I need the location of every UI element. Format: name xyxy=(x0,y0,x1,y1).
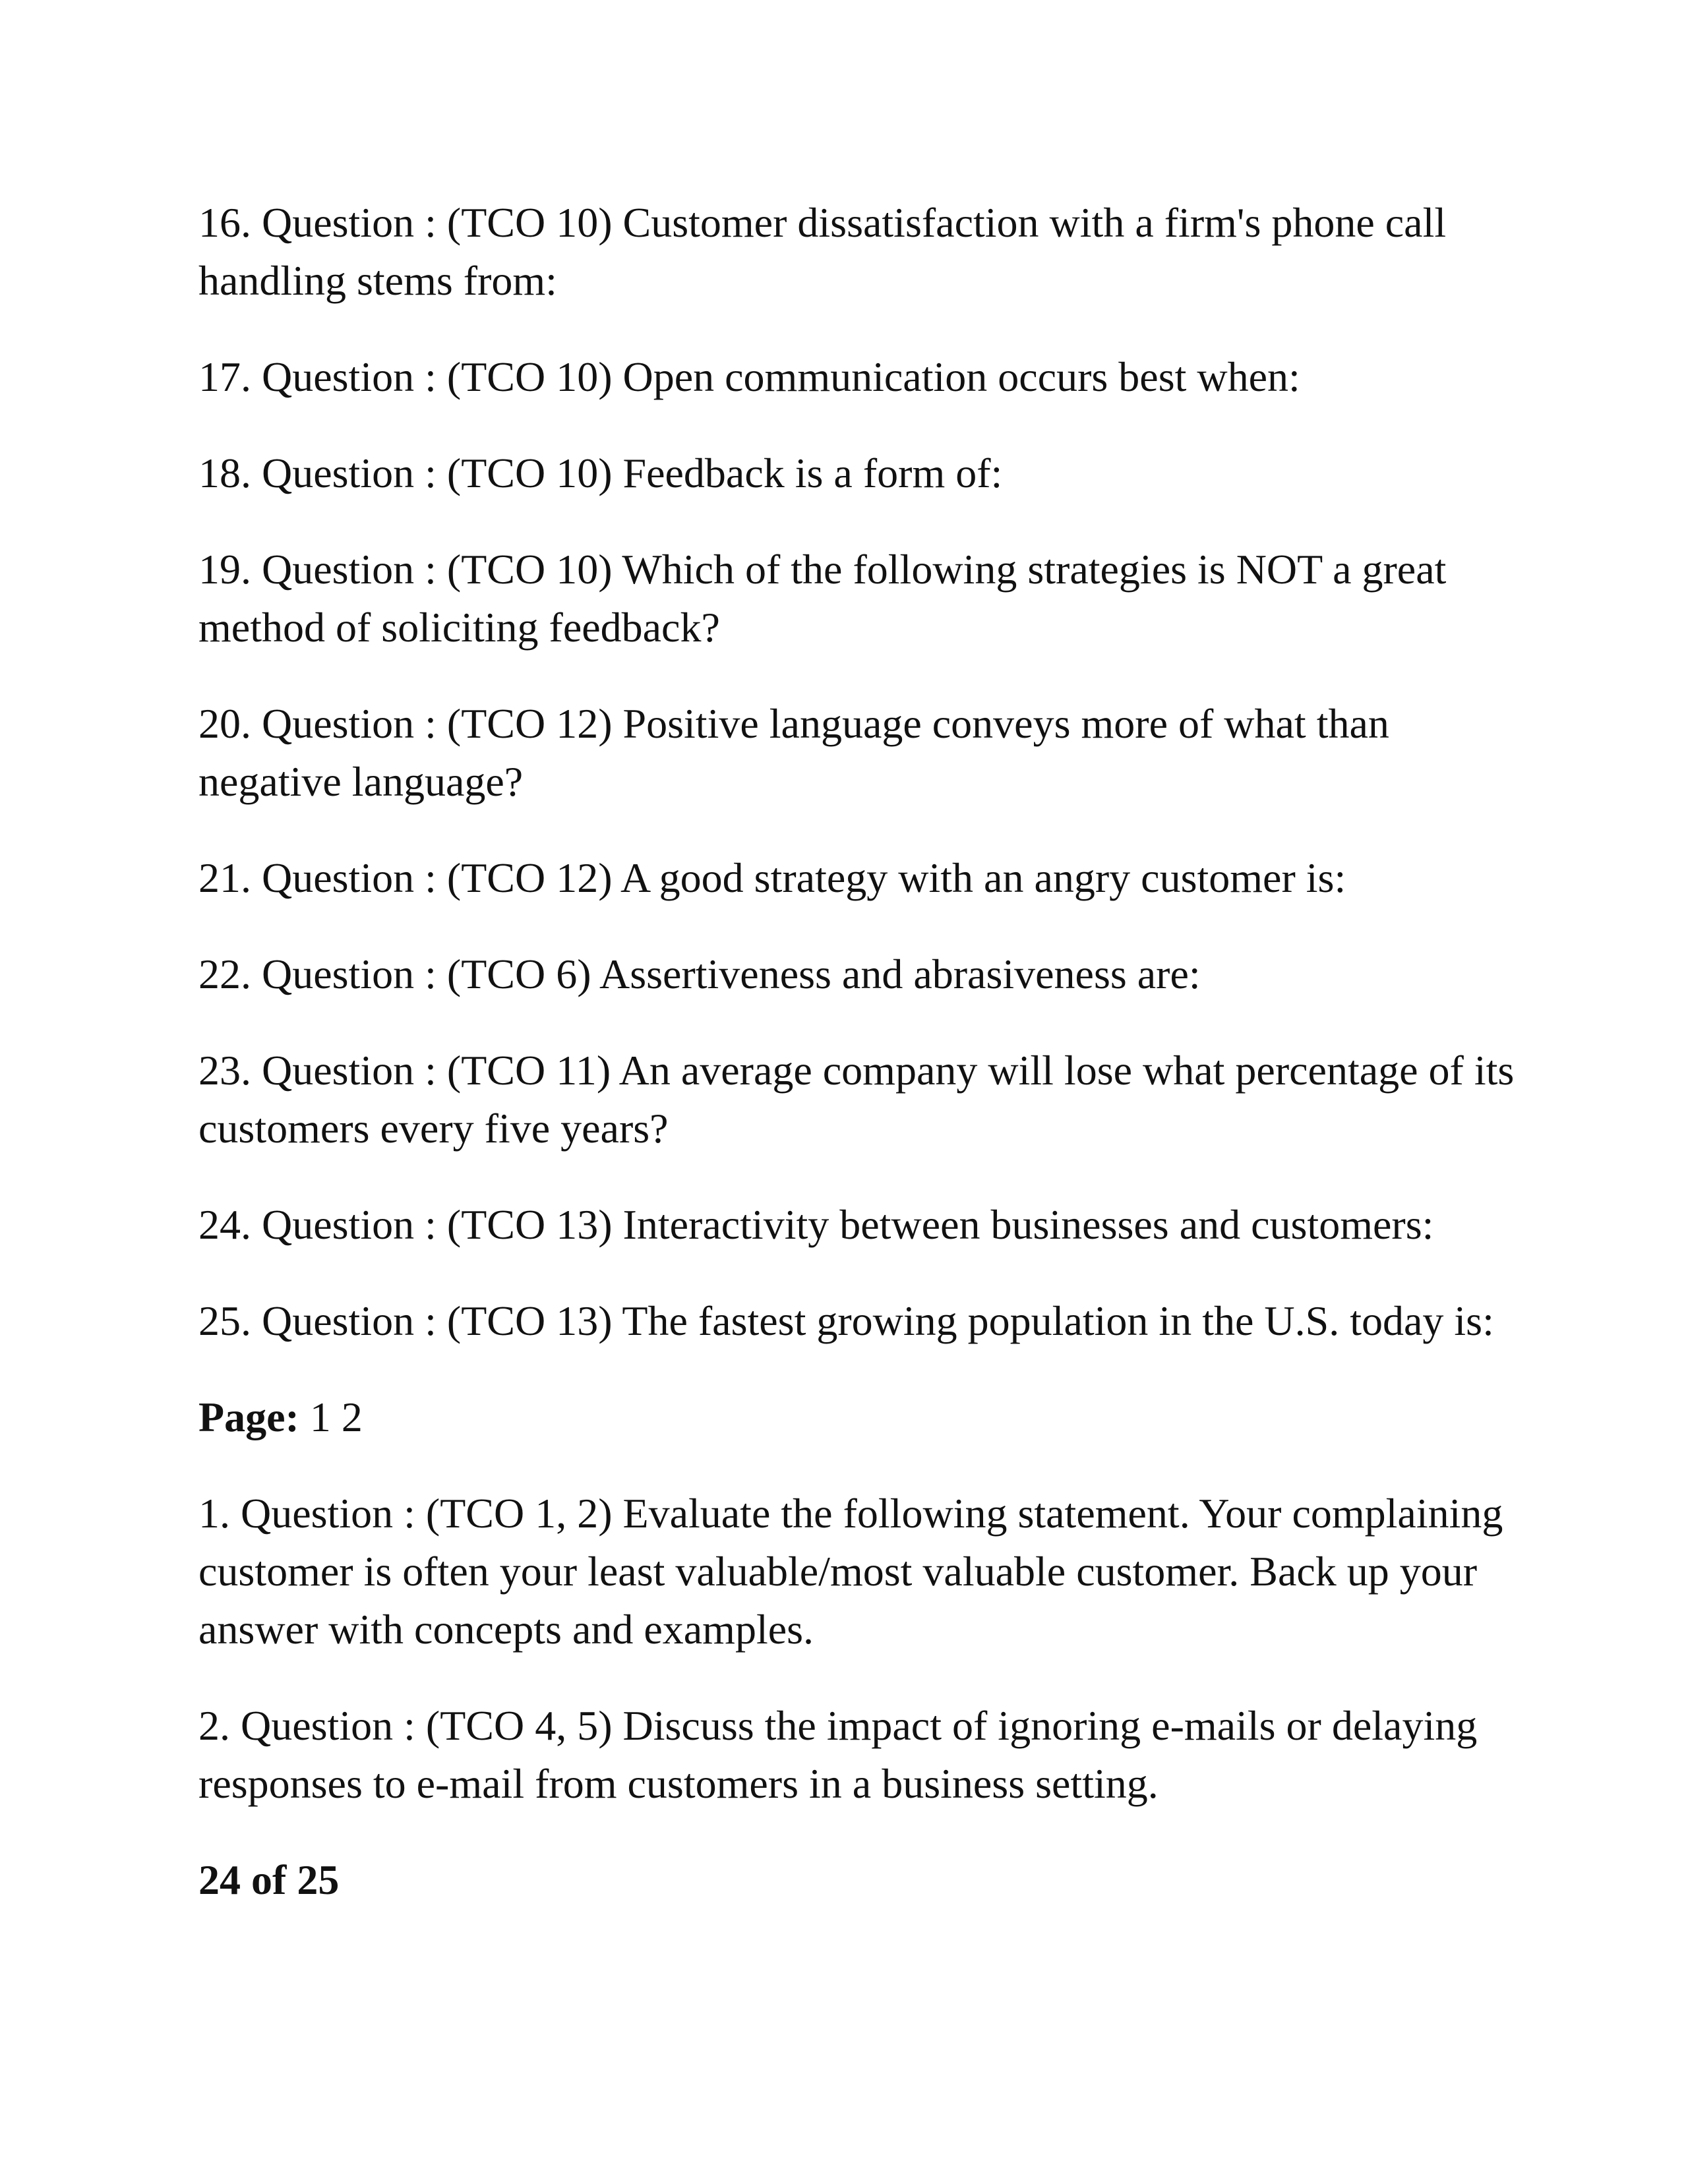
essay-question-1: 1. Question : (TCO 1, 2) Evaluate the following statement. Your complaining customer is often your least valuable/most valuable customer. Back up your answer with concepts and examples. xyxy=(198,1490,1503,1653)
pagination-pages[interactable]: 1 2 xyxy=(309,1394,363,1440)
document-content xyxy=(198,194,1530,1947)
pagination xyxy=(198,1388,1530,1446)
question-22: 22. Question : (TCO 6) Assertiveness and abrasiveness are: xyxy=(198,951,1201,997)
essay-question-2: 2. Question : (TCO 4, 5) Discuss the impact of ignoring e-mails or delaying responses to e-mail from customers in a business setting. xyxy=(198,1702,1478,1807)
question-25: 25. Question : (TCO 13) The fastest growing population in the U.S. today is: xyxy=(198,1297,1494,1344)
question-24: 24. Question : (TCO 13) Interactivity between businesses and customers: xyxy=(198,1201,1434,1248)
question-16: 16. Question : (TCO 10) Customer dissatisfaction with a firm's phone call handling stems from: xyxy=(198,199,1447,304)
question-19: 19. Question : (TCO 10) Which of the following strategies is NOT a great method of soliciting feedback? xyxy=(198,546,1447,651)
question-23: 23. Question : (TCO 11) An average company will lose what percentage of its customers every five years? xyxy=(198,1047,1515,1152)
question-20: 20. Question : (TCO 12) Positive language conveys more of what than negative language? xyxy=(198,700,1389,805)
question-21: 21. Question : (TCO 12) A good strategy with an angry customer is: xyxy=(198,854,1346,901)
question-17: 17. Question : (TCO 10) Open communication occurs best when: xyxy=(198,353,1300,400)
pagination-label: Page: xyxy=(198,1394,299,1440)
question-18: 18. Question : (TCO 10) Feedback is a form of: xyxy=(198,450,1003,496)
page-counter: 24 of 25 xyxy=(198,1856,340,1903)
